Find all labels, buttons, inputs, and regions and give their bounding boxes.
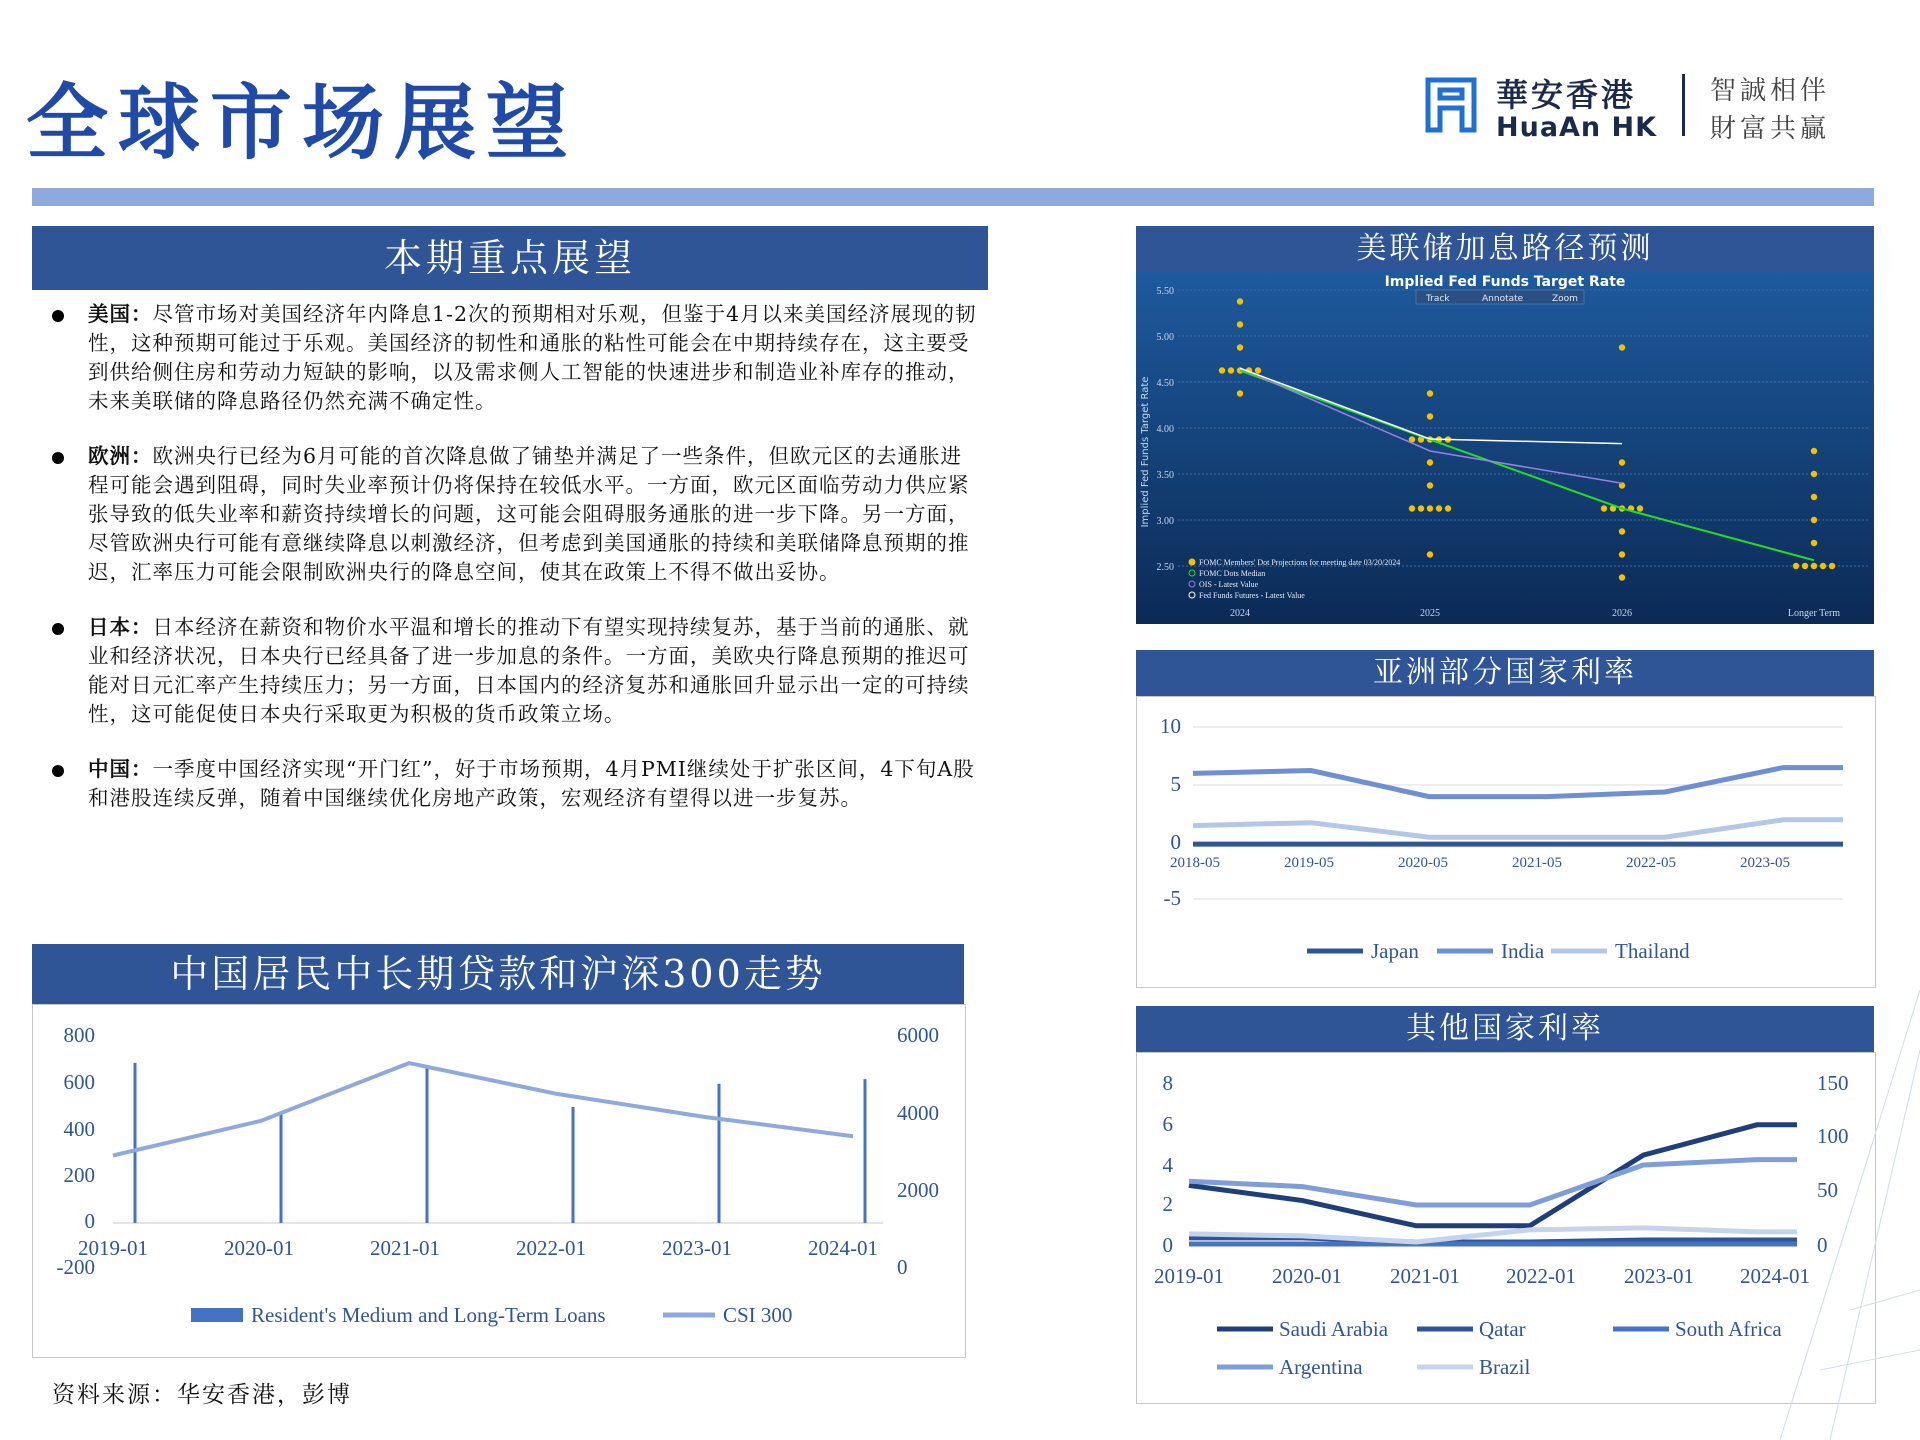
focus-item-lead: 日本： (88, 615, 153, 639)
tick-label: 800 (63, 1023, 95, 1047)
fomc-dot (1436, 505, 1442, 511)
tick-label: 400 (63, 1117, 95, 1141)
legend-label: Brazil (1479, 1355, 1531, 1379)
focus-item-lead: 美国： (88, 302, 153, 326)
fomc-dot (1802, 563, 1808, 569)
fomc-dot (1811, 448, 1817, 454)
tick-label: 2022-01 (1506, 1264, 1576, 1288)
tick-label: 6000 (897, 1023, 939, 1047)
tick-label: 6 (1162, 1112, 1173, 1136)
focus-item-us (50, 300, 980, 416)
tick-label: 150 (1817, 1071, 1849, 1095)
tick-label: Longer Term (1787, 608, 1841, 619)
tick-label: 4000 (897, 1101, 939, 1125)
tick-label: 10 (1160, 714, 1181, 738)
tick-label: 600 (63, 1070, 95, 1094)
tick-label: 5.00 (1156, 332, 1174, 343)
asia-x-ticks (1170, 855, 1790, 871)
toolbar-annotate-button[interactable]: Annotate (1482, 294, 1524, 304)
tick-label: 2020-01 (1272, 1264, 1342, 1288)
tick-label: 2023-01 (1624, 1264, 1694, 1288)
fomc-dot (1228, 367, 1234, 373)
focus-item-text: 一季度中国经济实现“开门红”，好于市场预期，4月PMI继续处于扩张区间，4下旬A股和港股连续反弹，随着中国继续优化房地产政策，宏观经济有望得以进一步复苏。 (88, 757, 975, 810)
asia-chart-heading: 亚洲部分国家利率 (1136, 650, 1874, 696)
logo-chinese-name: 華安香港 (1496, 76, 1637, 114)
legend-label: India (1501, 939, 1545, 963)
tick-label: 0 (1817, 1233, 1828, 1257)
china-legend (191, 1303, 792, 1327)
fomc-dot (1409, 505, 1415, 511)
series-line-thailand (1193, 820, 1843, 837)
tick-label: 2019-01 (78, 1236, 148, 1260)
fed-inner-title: Implied Fed Funds Target Rate (1384, 274, 1626, 290)
tick-label: 2024-01 (1740, 1264, 1810, 1288)
tick-label: 200 (63, 1163, 95, 1187)
asia-gridlines (1193, 727, 1843, 899)
fed-chart-heading: 美联储加息路径预测 (1136, 226, 1874, 272)
tick-label: 0 (1162, 1233, 1173, 1257)
asia-chart-box (1136, 696, 1876, 988)
legend-label: Argentina (1279, 1355, 1363, 1379)
tick-label: 2023-01 (662, 1236, 732, 1260)
fomc-dot (1427, 390, 1433, 396)
tick-label: 4.00 (1156, 424, 1174, 435)
fomc-dot (1255, 367, 1261, 373)
legend-label: Saudi Arabia (1279, 1317, 1389, 1341)
fomc-dot (1637, 505, 1643, 511)
focus-item-lead: 欧洲： (88, 444, 153, 468)
fomc-dot (1237, 390, 1243, 396)
logo-slogan-2: 財富共贏 (1710, 114, 1831, 144)
focus-item-china (50, 755, 980, 813)
asia-series (1193, 768, 1843, 845)
legend-label: FOMC Members' Dot Projections for meeting date 03/20/2024 (1199, 558, 1401, 567)
tick-label: 2024 (1230, 608, 1250, 619)
tick-label: 5.50 (1156, 286, 1174, 297)
toolbar-track-button[interactable]: Track (1426, 294, 1450, 304)
tick-label: 2.50 (1156, 562, 1174, 573)
fed-chart (1136, 272, 1874, 624)
decorative-lines (1640, 990, 1920, 1440)
fomc-dot (1427, 482, 1433, 488)
toolbar-zoom-button[interactable]: Zoom (1552, 294, 1578, 304)
tick-label: 100 (1817, 1124, 1849, 1148)
fomc-dot (1820, 563, 1826, 569)
fomc-dot (1418, 505, 1424, 511)
tick-label: 2000 (897, 1178, 939, 1202)
fomc-dot (1445, 505, 1451, 511)
bullet-icon (52, 452, 64, 464)
tick-label: 2 (1162, 1192, 1173, 1216)
fomc-dot (1427, 413, 1433, 419)
fed-toolbar (1416, 290, 1584, 304)
china-chart (33, 1005, 965, 1357)
bullet-icon (52, 623, 64, 635)
legend-label: Qatar (1479, 1317, 1526, 1341)
tick-label: 5 (1170, 772, 1181, 796)
legend-label: Fed Funds Futures - Latest Value (1199, 591, 1305, 600)
focus-item-text: 尽管市场对美国经济年内降息1-2次的预期相对乐观，但鉴于4月以来美国经济展现的韧性，这种预期可能过于乐观。美国经济的韧性和通胀的粘性可能会在中期持续存在，这主要受到供给侧住房和劳动力短缺的影响，以及需求侧人工智能的快速进步和制造业补库存的推动，未来美联储的降息路径仍然充满不确定性。 (88, 302, 977, 413)
page-title: 全球市场展望 (26, 75, 579, 171)
logo-english-name: HuaAn HK (1496, 112, 1658, 143)
fomc-dot (1427, 459, 1433, 465)
china-chart-heading: 中国居民中长期贷款和沪深300走势 (32, 944, 964, 1004)
focus-list (50, 300, 980, 839)
fomc-dot (1601, 505, 1607, 511)
china-chart-box (32, 1004, 966, 1358)
tick-label: 2022-05 (1626, 855, 1676, 871)
bullet-icon (52, 765, 64, 777)
other-left-ticks (1163, 1071, 1174, 1257)
china-right-ticks (897, 1023, 939, 1279)
header-divider-band (32, 188, 1874, 206)
fomc-dot (1427, 505, 1433, 511)
tick-label: 0 (1170, 830, 1181, 854)
legend-marker-dots (1189, 559, 1196, 566)
legend-label: OIS - Latest Value (1199, 580, 1259, 589)
tick-label: 0 (84, 1209, 95, 1233)
focus-heading: 本期重点展望 (32, 226, 988, 290)
bullet-icon (52, 310, 64, 322)
tick-label: 2024-01 (808, 1236, 878, 1260)
fomc-dot (1811, 471, 1817, 477)
legend-label: FOMC Dots Median (1199, 569, 1266, 578)
focus-item-europe (50, 442, 980, 587)
tick-label: 2025 (1420, 608, 1440, 619)
csi300-line (113, 1063, 853, 1155)
tick-label: 2022-01 (516, 1236, 586, 1260)
legend-label: Thailand (1615, 939, 1690, 963)
fomc-dot (1811, 563, 1817, 569)
asia-chart (1137, 697, 1875, 987)
focus-item-text: 日本经济在薪资和物价水平温和增长的推动下有望实现持续复苏，基于当前的通胀、就业和经济状况，日本央行已经具备了进一步加息的条件。一方面，美欧央行降息预期的推迟可能对日元汇率产生持续压力；另一方面，日本国内的经济复苏和通胀回升显示出一定的可持续性，这可能促使日本央行采取更为积极的货币政策立场。 (88, 615, 970, 726)
legend-label: CSI 300 (723, 1303, 793, 1327)
tick-label: 2020-01 (224, 1236, 294, 1260)
tick-label: 2021-01 (370, 1236, 440, 1260)
fomc-dot (1619, 551, 1625, 557)
legend-swatch-loans (191, 1308, 243, 1322)
tick-label: 3.50 (1156, 470, 1174, 481)
fomc-dot (1619, 528, 1625, 534)
tick-label: 3.00 (1156, 516, 1174, 527)
fomc-dot (1619, 459, 1625, 465)
fomc-dot (1237, 321, 1243, 327)
tick-label: 2021-01 (1390, 1264, 1460, 1288)
source-note: 资料来源：华安香港，彭博 (52, 1382, 352, 1408)
tick-label: -5 (1163, 886, 1181, 910)
tick-label: 2021-05 (1512, 855, 1562, 871)
fomc-dot (1811, 494, 1817, 500)
fomc-dot (1619, 344, 1625, 350)
loan-bars (135, 1063, 865, 1223)
fomc-dot (1811, 540, 1817, 546)
logo-slogan-1: 智誠相伴 (1710, 76, 1831, 106)
tick-label: 0 (897, 1255, 908, 1279)
fomc-dot (1793, 563, 1799, 569)
legend-label: Japan (1371, 939, 1419, 963)
fomc-dot (1237, 298, 1243, 304)
focus-item-lead: 中国： (88, 757, 153, 781)
tick-label: 2026 (1612, 608, 1632, 619)
huaan-logo (1424, 70, 1854, 150)
fomc-dot (1427, 551, 1433, 557)
tick-label: -200 (56, 1255, 95, 1279)
tick-label: 4 (1162, 1153, 1173, 1177)
huaan-logo-icon (1424, 74, 1478, 136)
tick-label: 4.50 (1156, 378, 1174, 389)
legend-label: Resident's Medium and Long-Term Loans (251, 1303, 606, 1327)
tick-label: 50 (1817, 1178, 1838, 1202)
fed-y-label: Implied Fed Funds Target Rate (1140, 376, 1151, 528)
fomc-dot (1829, 563, 1835, 569)
fomc-dot (1619, 574, 1625, 580)
focus-item-text: 欧洲央行已经为6月可能的首次降息做了铺垫并满足了一些条件，但欧元区的去通胀进程可能会遇到阻碍，同时失业率预计仍将保持在较低水平。一方面，欧元区面临劳动力供应紧张导致的低失业率和薪资持续增长的问题，这可能会阻碍服务通胀的进一步下降。另一方面，尽管欧洲央行可能有意继续降息以刺激经济，但考虑到美国通胀的持续和美联储降息预期的推迟，汇率压力可能会限制欧洲央行的降息空间，使其在政策上不得不做出妥协。 (88, 444, 970, 584)
tick-label: 2019-05 (1284, 855, 1334, 871)
logo-divider (1682, 74, 1685, 136)
fomc-dot (1811, 517, 1817, 523)
tick-label: 2019-01 (1154, 1264, 1224, 1288)
asia-legend (1307, 939, 1690, 963)
fomc-dot (1237, 344, 1243, 350)
fed-chart-box (1136, 272, 1874, 624)
tick-label: 2023-05 (1740, 855, 1790, 871)
fomc-dot (1219, 367, 1225, 373)
tick-label: 8 (1162, 1071, 1173, 1095)
asia-y-ticks (1160, 714, 1181, 910)
tick-label: 2018-05 (1170, 855, 1220, 871)
china-x-ticks (78, 1236, 878, 1260)
focus-item-japan (50, 613, 980, 729)
other-chart-heading: 其他国家利率 (1136, 1006, 1874, 1052)
series-line-india (1193, 768, 1843, 797)
legend-label: South Africa (1675, 1317, 1782, 1341)
tick-label: 2020-05 (1398, 855, 1448, 871)
